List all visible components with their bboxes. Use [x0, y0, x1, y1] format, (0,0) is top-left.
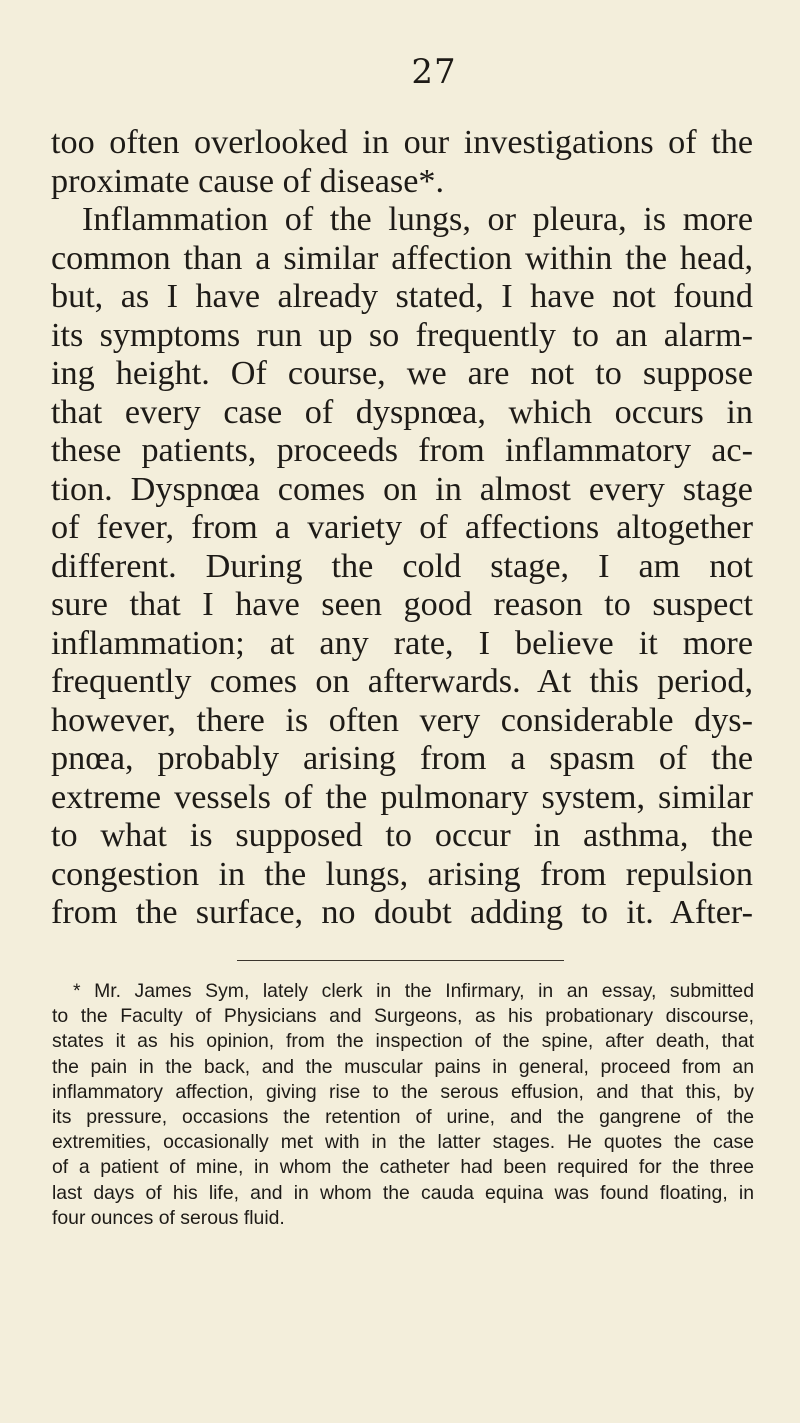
footnote-line: extremities, occasionally met with in the latter stages. He quotes the case	[52, 1131, 754, 1154]
body-line: inflammation; at any rate, I believe it more	[51, 624, 753, 662]
body-line: of fever, from a variety of affections altogether	[51, 509, 753, 546]
footnote-line: four ounces of serous fluid.	[52, 1206, 285, 1229]
body-line: frequently comes on afterwards. At this period,	[51, 663, 753, 700]
body-line: however, there is often very considerable dys-	[51, 701, 753, 739]
body-line: different. During the cold stage, I am not	[51, 547, 753, 585]
footnote-line: * Mr. James Sym, lately clerk in the Infirmary, in an essay, submitted	[73, 980, 754, 1002]
footnote-line: inflammatory affection, giving rise to the serous effusion, and that this, by	[52, 1080, 754, 1103]
body-line: ing height. Of course, we are not to suppose	[51, 355, 753, 392]
footnote-line: last days of his life, and in whom the cauda equina was found floating, in	[52, 1181, 754, 1204]
body-line: that every case of dyspnœa, which occurs in	[51, 393, 753, 431]
body-line: congestion in the lungs, arising from repulsion	[51, 855, 753, 893]
body-line: but, as I have already stated, I have not found	[51, 278, 753, 315]
body-line: sure that I have seen good reason to suspect	[51, 586, 753, 623]
body-line: proximate cause of disease*.	[51, 162, 445, 200]
footnote-line: states it as his opinion, from the inspection of the spine, after death, that	[52, 1030, 754, 1053]
body-line: to what is supposed to occur in asthma, the	[51, 817, 753, 854]
footnote-divider	[237, 960, 564, 961]
body-line: from the surface, no doubt adding to it. After-	[51, 894, 753, 931]
body-line: these patients, proceeds from inflammatory ac-	[51, 432, 753, 469]
body-line: extreme vessels of the pulmonary system, similar	[51, 778, 753, 816]
body-text	[51, 124, 753, 933]
body-line: pnœa, probably arising from a spasm of the	[51, 740, 753, 777]
footnote	[52, 979, 754, 1231]
footnote-line: to the Faculty of Physicians and Surgeons, as his probationary discourse,	[52, 1005, 754, 1028]
body-line: common than a similar affection within the head,	[51, 239, 753, 277]
page-number: 27	[411, 52, 457, 92]
footnote-line: of a patient of mine, in whom the catheter had been required for the three	[52, 1156, 754, 1179]
body-line: too often overlooked in our investigations of the	[51, 124, 753, 161]
body-line: tion. Dyspnœa comes on in almost every stage	[51, 470, 753, 508]
footnote-line: its pressure, occasions the retention of urine, and the gangrene of the	[52, 1105, 754, 1128]
body-line: its symptoms run up so frequently to an alarm-	[51, 316, 753, 354]
body-line: Inflammation of the lungs, or pleura, is more	[82, 201, 753, 238]
footnote-line: the pain in the back, and the muscular pains in general, proceed from an	[52, 1055, 754, 1078]
